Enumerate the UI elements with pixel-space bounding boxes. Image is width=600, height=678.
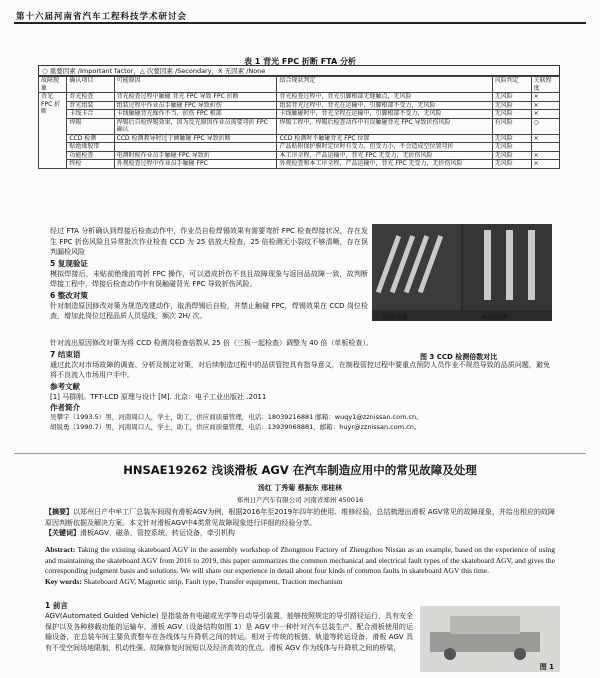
abstract-cn — [45, 507, 555, 539]
risk-cell: 有风险 — [492, 118, 531, 134]
header-cell: 关联程度 — [531, 77, 559, 93]
section-heading: 1 前言 — [45, 601, 68, 610]
fault-cell: 背光 FPC 折断 — [39, 93, 67, 169]
cause-cell: CCD 检测教导时过于倾触碰 FPC 导致折断 — [114, 134, 277, 143]
item-cell: 贴绝缘胶带 — [67, 143, 114, 152]
article-divider — [14, 453, 586, 454]
table-row — [39, 110, 560, 119]
cause-cell: 焊锡后自检焊锡效果，因为反光原因作业员需要弯折 FPC 确认 — [114, 118, 277, 134]
status-cell: CCD 检测时不触碰背光 FPC 位置 — [277, 134, 492, 143]
table-row — [39, 143, 560, 152]
keywords-en-text: Skateboard AGV, Magnetic strip, Fault type, Transfer equipment, Traction mechanism — [83, 576, 343, 586]
risk-cell: 无风险 — [492, 93, 531, 102]
cause-cell: 外观检查过程中作业员手触碰 FPC — [114, 160, 277, 169]
author-bio: 吴攀宇（1993.5）男，河南周口人，学士，助工，供应商质量管理，电话：18039216881 邮箱：wuqy1@zznissan.com.cn。 — [50, 413, 423, 421]
abstract-en-label: Abstract: — [45, 545, 76, 554]
abstract-label: 【摘要】 — [45, 508, 74, 516]
risk-cell: 无风险 — [492, 101, 531, 110]
header-rule — [14, 22, 586, 24]
reference-item: [1] 马群刚。TFT-LCD 原理与设计 [M]. 北京：电子工业出版社 .2011 — [50, 392, 267, 401]
ccd-photo-comparison — [372, 224, 552, 321]
agv-figure — [420, 606, 560, 672]
risk-cell: 无风险 — [492, 143, 531, 152]
risk-cell: 无风险 — [492, 160, 531, 169]
author-bio: 胡锐勇（1990.7）男，河南周口人，学士，助工，供应商质量管理，电话：13939068881，邮箱：huyr@zznissan.com.cn。 — [50, 422, 421, 431]
risk-cell: 无风险 — [492, 151, 531, 160]
table-legend: ○ 重要因素 /Important factor，△ 次要因素 /Secondary，X 无因素 /None — [38, 65, 560, 76]
table-row — [39, 101, 560, 110]
agv-illustration — [420, 606, 560, 664]
cause-cell: 电测时候作业员手触碰 FPC 导致折 — [114, 151, 277, 160]
status-cell: 外观检查和本工序全程，产品运输中，背光 FPC 无受力，无折伤风险 — [277, 160, 492, 169]
status-cell: 焊锡工程中，焊锡后检查动作中有误触碰背光 FPC 导致折伤风险 — [277, 118, 492, 134]
paragraph: AGV(Automated Guided Vehicle) 是指装备有电磁或光学等自动导引装置，能够按照规定的导引路径运行，具有安全保护以及各种移载功能的运输车。滑板 AGV（设备结构如图 1）是 AGV 中一种针对汽车总装生产、配合滑板使用的运输设备，在总装车间主要负责整车在各线体与升降机之间的转运。相对于传统的板链、轨道等转运设备，滑板 AGV 具有不受空间场地限制、机动性强、故障修复时间短以及经济高效的优点。滑板 AGV 作为线体与升降机之间的桥梁， — [45, 612, 413, 652]
section-heading: 5 复现验证 — [50, 258, 88, 268]
relevance-cell: × — [531, 151, 559, 160]
references-heading: 参考文献 — [50, 381, 80, 391]
cause-cell — [114, 143, 277, 152]
status-cell: 卡线触碰时中，背光全程在运输中，引脚根部不受力，无风险 — [277, 110, 492, 119]
left-column — [50, 226, 368, 322]
table-row — [39, 160, 560, 169]
full-width-section — [50, 338, 550, 432]
item-cell: 卡线卡合 — [67, 110, 114, 119]
table-caption: 表 1 背光 FPC 折断 FTA 分析 — [244, 57, 356, 66]
relevance-cell: × — [531, 134, 559, 143]
keywords-en-label: Key words: — [45, 576, 82, 586]
relevance-cell: ○ — [531, 118, 559, 134]
paragraph: 模拟焊接后，未贴前绝缘前弯折 FPC 操作，可以造成折伤不良且故障现象与返回品故障一致，故判断焊接工程中，焊接后检查动作中有误触碰背光 FPC 导致折伤风险。 — [50, 269, 368, 288]
relevance-cell: × — [531, 110, 559, 119]
status-cell: 组装背光过程中，背光在运输中，引脚根部不受力，无风险 — [277, 101, 492, 110]
photo-label-40x: 40倍效果 — [482, 314, 508, 321]
section-heading: 7 结束语 — [50, 349, 81, 359]
item-cell: CCD 检测 — [67, 134, 114, 143]
figure-caption: 图 1 — [539, 663, 554, 671]
abstract-en — [45, 545, 555, 587]
article-title: HNSAE19262 浅谈滑板 AGV 在汽车制造应用中的常见故障及处理 — [123, 463, 477, 477]
cause-cell: 组装过程中作业员手触碰 FPC 导致折伤 — [114, 101, 277, 110]
header-cell: 结合现状判定 — [277, 77, 492, 93]
risk-cell: 无风险 — [492, 134, 531, 143]
article-authors: 汤红 丁秀菊 蔡振东 邢桂林 — [257, 484, 343, 492]
intro-section — [45, 600, 413, 653]
fta-table — [38, 76, 560, 169]
section-heading: 6 整改对策 — [50, 290, 88, 300]
abstract-en-text: Taking the existing skateboard AGV in the assembly workshop of Zhongmou Factory of Zhengzhou Nissan as an example, based on the experience of using and maintaining the skateboard AGV from 2016 to 2019, this paper summarizes the common mechanical and electrical fault types of the skateboard AGV, and gives the corresponding judgment basis and solutions. We will share our experience in detail about four kinds of common faults in skateboard AGV this time. — [45, 545, 555, 575]
header-cell: 确认项目 — [67, 77, 114, 93]
paragraph: 针对制造原因修改对策为规范改建动作，取消焊锡后自检，并禁止触碰 FPC，焊锡效果在 CCD 岗位检查，增加此岗位过程品质人员巡线，频次 2H/ 次。 — [50, 301, 368, 320]
cause-cell: 背光检查过程中触碰 背光 FPC 导致 FPC 折断 — [114, 93, 277, 102]
figure-caption: 图 3 CCD 检测倍数对比 — [420, 353, 498, 361]
table-row — [39, 93, 560, 102]
paragraph: 通过此次对市场故障的调查、分析及制定对策，对后续制造过程中的品质管控具有指导意义，在制程管控过程中要重点预防人员作业不规范导致的品质问题，避免将不良流入市场用户手中。 — [50, 360, 550, 379]
keywords-label: 【关键词】 — [45, 529, 80, 537]
paragraph: 针对流出原因修改对策为将 CCD 检测岗检查倍数从 25 倍（三板一起检查）调整为 40 倍（单板检查）。 — [50, 339, 373, 347]
table-row — [39, 134, 560, 143]
relevance-cell: × — [531, 160, 559, 169]
paragraph: 经过 FTA 分析确认到焊接后检查动作中，作业员自检焊锡效果有需要弯折 FPC 检查焊接状况，存在发生 FPC 折伤风险且异常批次作业检查 CCD 为 25 倍放大检查，25 倍检测无小裂纹不够清晰，存在误判漏检风险 — [50, 227, 368, 256]
author-bio-heading: 作者简介 — [50, 403, 80, 412]
table-row — [39, 118, 560, 134]
status-cell: 本工序全程，产品运输中，背光 FPC 无受力，无折伤风险 — [277, 151, 492, 160]
status-cell: 背光检查过程中，背光引脚根部无缝触点，无风险 — [277, 93, 492, 102]
relevance-cell — [531, 143, 559, 152]
relevance-cell: × — [531, 101, 559, 110]
header-cell: 风险判定 — [492, 77, 531, 93]
cause-cell: 卡线触碰背光操作不当，折伤 FPC 根部 — [114, 110, 277, 119]
status-cell: 产品贴附保护膜时定位时有受力，但受力小，不会造成空位置弯折 — [277, 143, 492, 152]
photo-label-25x: 25倍效果 — [382, 314, 408, 321]
item-cell: 终检 — [67, 160, 114, 169]
item-cell: 功能检查 — [67, 151, 114, 160]
header-cell: 故障现象 — [39, 77, 67, 93]
table-row — [39, 151, 560, 160]
relevance-cell: × — [531, 93, 559, 102]
item-cell: 背光检查 — [67, 93, 114, 102]
fpc-closeup-image — [372, 224, 552, 310]
table-header-row — [39, 77, 560, 93]
running-header: 第十六届河南省汽车工程科技学术研讨会 — [16, 12, 188, 22]
header-cell: 可能原因 — [114, 77, 277, 93]
item-cell: 焊锡 — [67, 118, 114, 134]
article-affiliation: 郑州日产汽车有限公司 河南省郑州 450016 — [236, 496, 364, 504]
risk-cell: 无风险 — [492, 110, 531, 119]
item-cell: 背光组装 — [67, 101, 114, 110]
abstract-text: 以郑州日产中牟工厂总装车间现有滑板AGV为例，根据2016年至2019年四年的使用、维修经验，总结梳理出滑板 AGV常见的故障现象，并给出相应的故障原因判断依据及解决方案。本文针对滑板AGV中4类常见故障现象进行详细的经验分享。 — [45, 508, 556, 527]
keywords-text: 滑板AGV，磁条，管控系统，转运设备，牵引机构 — [80, 529, 235, 537]
